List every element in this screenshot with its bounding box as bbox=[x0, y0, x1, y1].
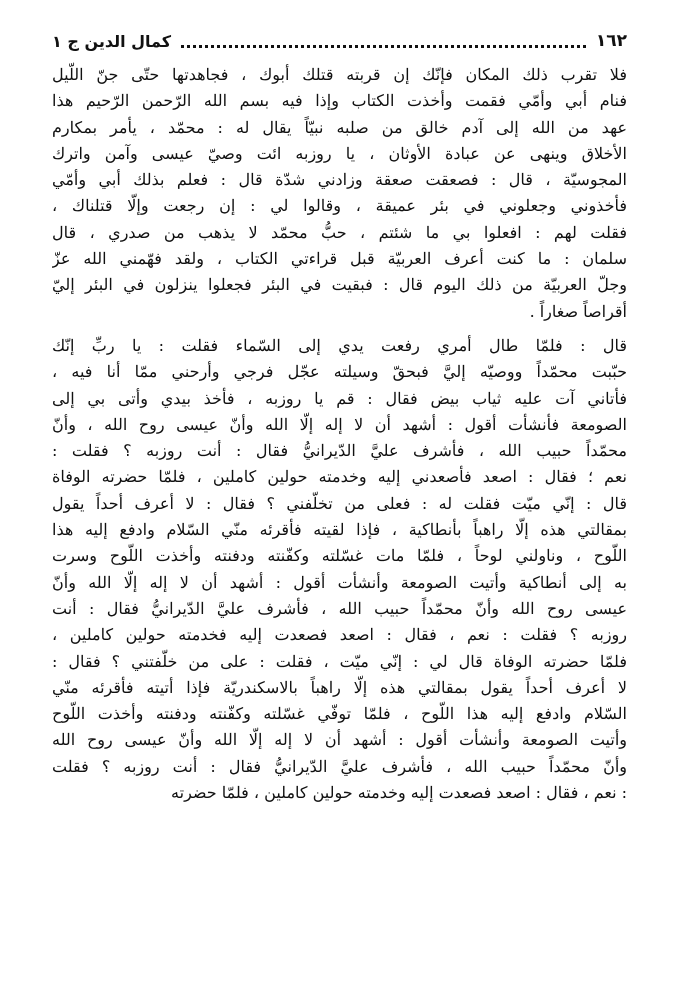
header-dotted-leader bbox=[181, 35, 586, 48]
running-title: كمال الدين ج ١ bbox=[52, 31, 172, 51]
text-line: السّلام وادفع إليه هذا اللّوح ، فلمّا توفّي غسّلته وكفّنته ودفنته وأخذت اللّوح bbox=[52, 704, 627, 724]
paragraph-gap bbox=[52, 325, 627, 333]
text-line: فنام أبي وأمّي فقمت وأخذت الكتاب وإذا فيه بسم الله الرّحمن الرّحيم هذا bbox=[52, 91, 627, 111]
paragraph bbox=[52, 62, 627, 325]
text-line: حبّبت محمّداً ووصيّه إليَّ فبحقّ وسيلته عجّل فرجي وأرحني ممّا أنا فيه ، bbox=[52, 362, 627, 382]
text-line: الصومعة فأنشأت أقول : أشهد أن لا إله إلّا الله وأنّ عيسى روح الله ، وأنّ bbox=[52, 414, 627, 434]
paragraph bbox=[52, 333, 627, 806]
text-line: فقلت لهم : افعلوا بي ما شئتم ، حبُّ محمّد لا يذهب من صدري ، قال bbox=[52, 222, 627, 242]
text-line: الأخلاق وينهى عن عبادة الأوثان ، يا روزبه ائت وصيّ عيسى وآمن واترك bbox=[52, 143, 627, 163]
text-line: محمّداً حبيب الله ، فأشرف عليَّ الدّيرانيُّ فقال : أنت روزبه ؟ فقلت : bbox=[52, 441, 627, 461]
page-header bbox=[52, 26, 627, 56]
text-line: فلا تقرب ذلك المكان فإنّك إن قربته قتلك أبوك ، فجاهدتها حتّى جنّ اللّيل bbox=[52, 65, 627, 84]
page-number: ١٦٢ bbox=[595, 31, 627, 51]
text-line: فلمّا حضرته الوفاة قال لي : إنّي ميّت ، فقلت : على من خلّفتني ؟ فقال : bbox=[52, 651, 627, 671]
text-line: عيسى روح الله وأنّ محمّداً حبيب الله ، فأشرف عليَّ الدّيرانيُّ فقال : أنت bbox=[52, 598, 627, 618]
text-line: روزبه ؟ فقلت : نعم ، فقال : اصعد فصعدت إليه فخدمته حولين كاملين ، bbox=[52, 625, 627, 645]
text-line: قال : إنّي ميّت فقلت له : فعلى من تخلّفني ؟ فقال : لا أعرف أحداً يقول bbox=[52, 493, 627, 513]
text-line: نعم ؛ فقال : اصعد فأصعدني إليه وخدمته حولين كاملين ، فلمّا حضرته الوفاة bbox=[52, 467, 627, 487]
text-line: فأخذوني وجعلوني في بئر عميقة ، وقالوا لي : إن رجعت وإلّا قتلناك ، bbox=[52, 196, 627, 216]
text-line: بمقالتي هذه إلّا راهباً بأنطاكية ، فإذا لقيته فأقرئه منّي السّلام وادفع إليه هذا bbox=[52, 520, 627, 540]
text-line: وجلّ العربيّة من ذلك اليوم قال : فبقيت في البئر فجعلوا ينزلون في البئر إليّ bbox=[52, 275, 627, 295]
text-line: لا أعرف أحداً يقول بمقالتي هذه إلّا راهباً بالاسكندريّة فإذا أتيته فأقرئه منّي bbox=[52, 677, 627, 697]
text-line: أقراصاً صغاراً . bbox=[529, 301, 627, 321]
text-line: عهد من الله إلى آدم خالق من صلبه نبيّاً يقال له : محمّد ، يأمر بمكارم bbox=[52, 117, 627, 137]
text-line: : نعم ، فقال : اصعد فصعدت إليه وخدمته حولين كاملين ، فلمّا حضرته bbox=[171, 783, 627, 803]
text-line: به إلى أنطاكية وأتيت الصومعة وأنشأت أقول : أشهد أن لا إله إلّا الله وأنّ bbox=[52, 572, 627, 592]
text-line: قال : فلمّا طال أمري رفعت يدي إلى السّماء فقلت : يا ربِّ إنّك bbox=[52, 335, 627, 355]
text-line: فأتاني آت عليه ثياب بيض فقال : قم يا روزبه ، فأخذ بيدي وأتى بي إلى bbox=[52, 388, 627, 408]
page-body bbox=[52, 62, 627, 992]
text-line: وأنّ محمّداً حبيب الله ، فأشرف عليَّ الدّيرانيُّ فقال : أنت روزبه ؟ فقلت bbox=[52, 756, 627, 776]
text-line: وأتيت الصومعة وأنشأت أقول : أشهد أن لا إله إلّا الله وأنّ عيسى روح الله bbox=[52, 730, 627, 750]
text-line: سلمان : ما كنت أعرف العربيّة قبل قراءتي الكتاب ، ولقد فهّمني الله عزّ bbox=[52, 249, 627, 269]
text-line: المجوسيّة ، قال : فصعقت صعقة وزادني شدّة قال : فعلم بذلك أبي وأمّي bbox=[52, 170, 627, 190]
text-line: اللّوح ، وناولني لوحاً ، فلمّا مات غسّلته وكفّنته ودفنته وأخذت اللّوح وسرت bbox=[52, 546, 627, 566]
